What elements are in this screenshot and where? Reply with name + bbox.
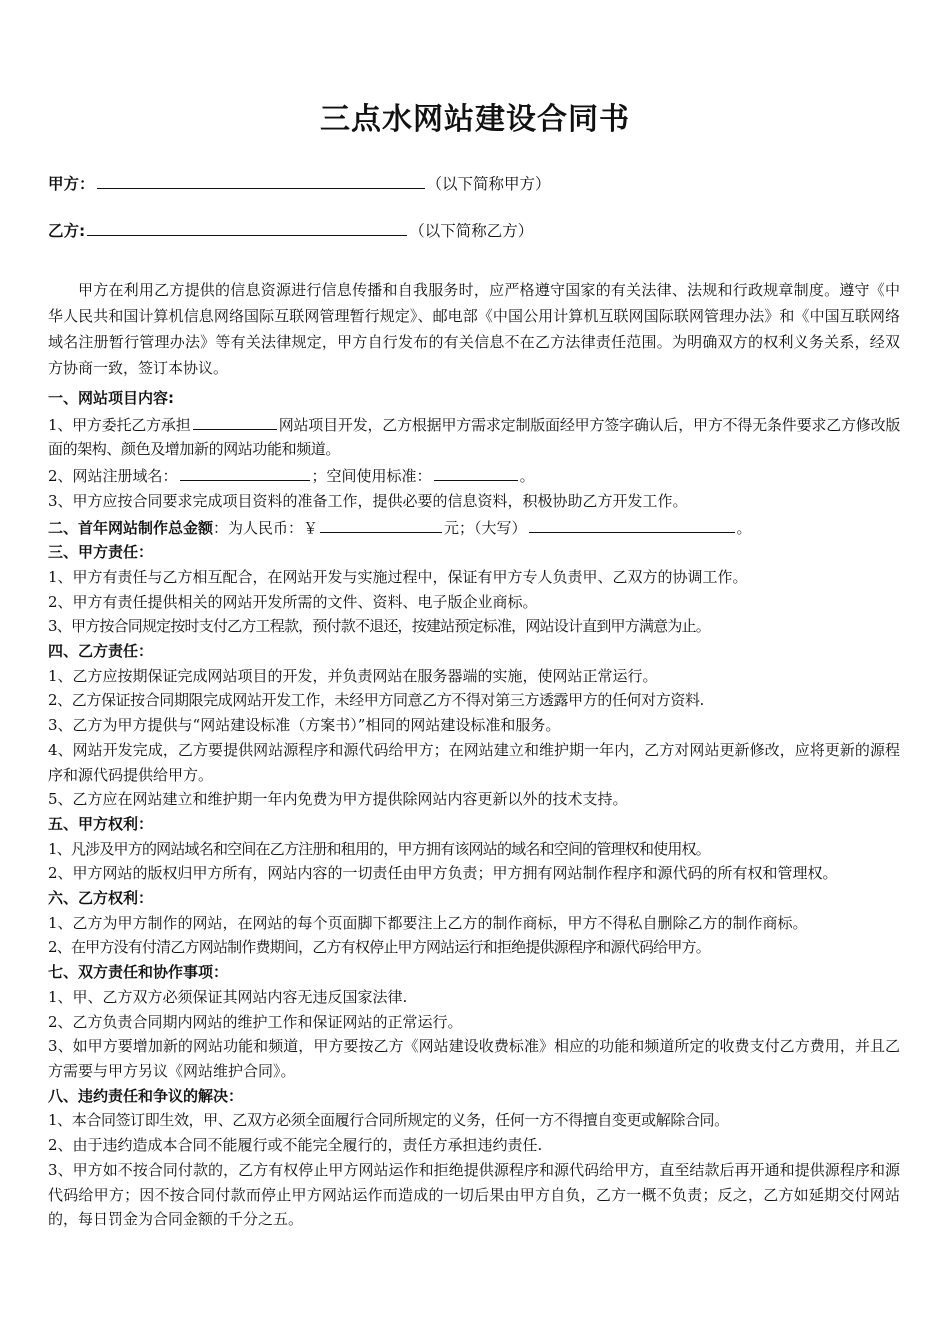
amount-blank[interactable] [320, 514, 442, 533]
section-4-item-5: 5、乙方应在网站建立和维护期一年内免费为甲方提供除网站内容更新以外的技术支持。 [48, 790, 628, 809]
section-7-item-3: 3、如甲方要增加新的网站功能和频道，甲方要按乙方《网站建设收费标准》相应的功能和频道所定的收费支付乙方费用，并且乙方需要与甲方另议《网站维护合同》。 [48, 1037, 900, 1080]
section-5-item-1: 1、凡涉及甲方的网站域名和空间在乙方注册和租用的，甲方拥有该网站的域名和空间的管理权和使用权。 [48, 839, 710, 858]
section-1-item-3: 3、甲方应按合同要求完成项目资料的准备工作，提供必要的信息资料，积极协助乙方开发工作。 [48, 491, 688, 510]
section-8-item-3: 3、甲方如不按合同付款的，乙方有权停止甲方网站运作和拒绝提供源程序和源代码给甲方，直至结款后再开通和提供源程序和源代码给甲方；因不按合同付款而停止甲方网站运作而造成的一切后果由甲方自负，乙方一概不负责；反之，乙方如延期交付网站的，每日罚金为合同金额的千分之五。 [48, 1160, 900, 1229]
space-label: ；空间使用标准： [311, 467, 432, 486]
party-b-line [48, 217, 533, 243]
section-3-item-1: 1、甲方有责任与乙方相互配合，在网站开发与实施过程中，保证有甲方专人负责甲、乙双方的协调工作。 [48, 567, 748, 586]
party-a-note: （以下简称甲方） [426, 175, 551, 193]
contract-body [48, 386, 900, 1232]
section-5-heading: 五、甲方权利： [48, 814, 154, 833]
domain-label: 2、网站注册域名： [48, 467, 178, 486]
section-3-item-3: 3、甲方按合同规定按时支付乙方工程款，预付款不退还，按建站预定标准，网站设计直到甲方满意为止。 [48, 617, 710, 636]
amount-capital-label: 元；（大写） [444, 518, 527, 537]
section-2-line [48, 514, 900, 541]
party-b-note: （以下简称乙方） [409, 222, 534, 240]
section-7-item-1: 1、甲、乙方双方必须保证其网站内容无违反国家法律. [48, 987, 408, 1006]
section-1-item-2-end: 。 [519, 467, 535, 486]
space-blank[interactable] [434, 462, 518, 481]
amount-label: ：为人民币：￥ [213, 518, 319, 537]
intro-paragraph: 甲方在利用乙方提供的信息资源进行信息传播和自我服务时，应严格遵守国家的有关法律、法规和行政规章制度。遵守《中华人民共和国计算机信息网络国际互联网管理暂行规定》、邮电部《中国公用计算机互联网国际联网管理办法》和《中国互联网络域名注册暂行管理办法》等有关法律规定，甲方自行发布的有关信息不在乙方法律责任范围。为明确双方的权利义务关系，经双方协商一致，签订本协议。 [48, 281, 900, 377]
section-1-item-1-end: 网站项目开发，乙方根据甲方需求定制版面经甲方签字确认后，甲方不得无条件要求乙方修改版面的架构、颜色及增加新的网站功能和频道。 [48, 415, 900, 459]
section-4-item-1: 1、乙方应按期保证完成网站项目的开发，并负责网站在服务器端的实施，使网站正常运行。 [48, 666, 658, 685]
party-a-line [48, 170, 551, 196]
section-6-heading: 六、乙方权利： [48, 889, 154, 908]
section-7-item-2: 2、乙方负责合同期内网站的维护工作和保证网站的正常运行。 [48, 1012, 463, 1031]
section-8-heading: 八、违约责任和争议的解决： [48, 1086, 244, 1105]
section-5-item-2: 2、甲方网站的版权归甲方所有，网站内容的一切责任由甲方负责；甲方拥有网站制作程序和源代码的所有权和管理权。 [48, 864, 838, 883]
section-2-heading: 二、首年网站制作总金额 [48, 518, 214, 537]
party-b-label: 乙方: [48, 222, 86, 240]
section-8-item-1: 1、本合同签订即生效，甲、乙双方必须全面履行合同所规定的义务，任何一方不得擅自变更或解除合同。 [48, 1111, 729, 1130]
section-1-item-1-start: 1、甲方委托乙方承担 [48, 415, 191, 434]
section-6-item-2: 2、在甲方没有付清乙方网站制作费期间，乙方有权停止甲方网站运行和拒绝提供源程序和源代码给甲方。 [48, 938, 710, 957]
party-a-blank[interactable] [97, 170, 425, 189]
section-2-end: 。 [736, 518, 752, 537]
section-7-heading: 七、双方责任和协作事项： [48, 963, 229, 982]
section-4-heading: 四、乙方责任： [48, 642, 154, 661]
amount-capital-blank[interactable] [529, 514, 735, 533]
document-title: 三点水网站建设合同书 [320, 102, 630, 137]
section-1-item-2 [48, 462, 900, 489]
section-4-item-3: 3、乙方为甲方提供与“网站建设标准（方案书）”相同的网站建设标准和服务。 [48, 716, 561, 735]
section-1-heading: 一、网站项目内容: [48, 389, 174, 407]
section-3-item-2: 2、甲方有责任提供相关的网站开发所需的文件、资料、电子版企业商标。 [48, 592, 538, 611]
section-1-item-1 [48, 411, 900, 462]
party-b-blank[interactable] [87, 217, 407, 236]
domain-blank[interactable] [180, 462, 310, 481]
section-4-item-2: 2、乙方保证按合同期限完成网站开发工作，未经甲方同意乙方不得对第三方透露甲方的任何对方资料. [48, 691, 704, 710]
section-8-item-2: 2、由于违约造成本合同不能履行或不能完全履行的，责任方承担违约责任. [48, 1136, 543, 1155]
section-3-heading: 三、甲方责任： [48, 543, 154, 562]
project-name-blank[interactable] [193, 411, 277, 430]
section-4-item-4: 4、网站开发完成，乙方要提供网站源程序和源代码给甲方；在网站建立和维护期一年内，乙方对网站更新修改，应将更新的源程序和源代码提供给甲方。 [48, 740, 900, 784]
party-a-label: 甲方： [48, 175, 95, 193]
section-6-item-1: 1、乙方为甲方制作的网站，在网站的每个页面脚下都要注上乙方的制作商标，甲方不得私自删除乙方的制作商标。 [48, 913, 808, 932]
